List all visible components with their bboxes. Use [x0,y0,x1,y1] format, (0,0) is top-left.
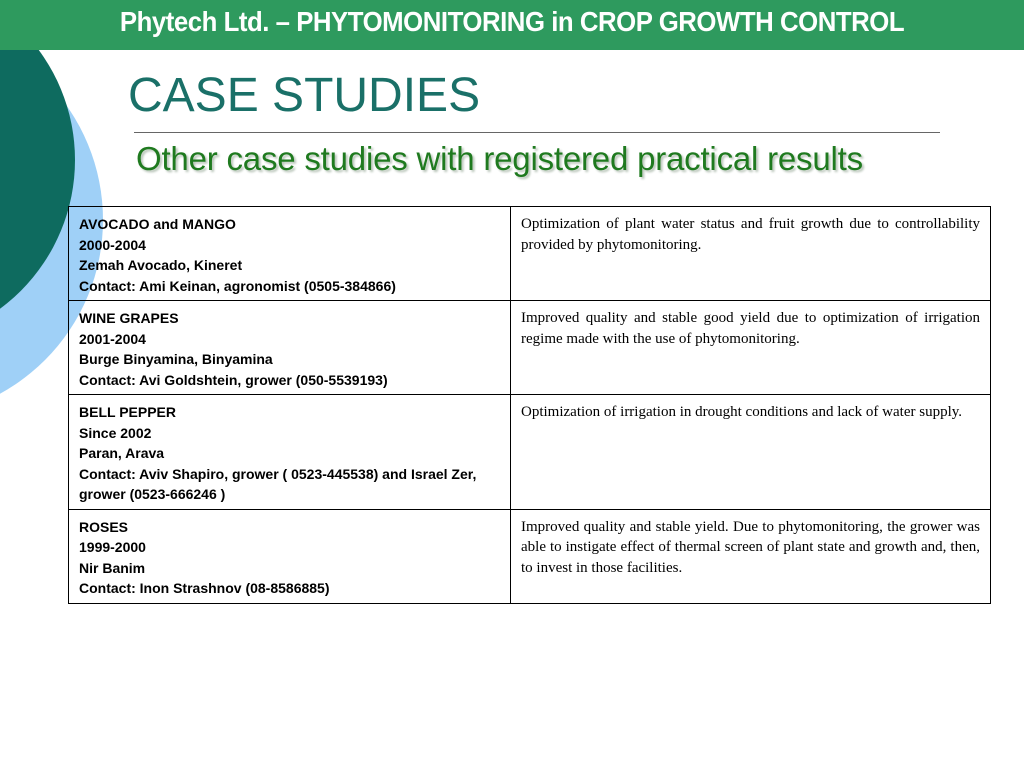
contact-info: Contact: Avi Goldshtein, grower (050-5539193) [79,371,388,388]
table-row [69,509,991,603]
header-banner-title: Phytech Ltd. – PHYTOMONITORING in CROP GROWTH CONTROL [119,6,905,37]
case-details-cell [69,395,511,510]
contact-info: Contact: Ami Keinan, agronomist (0505-384866) [79,277,396,294]
case-details-cell [69,509,511,603]
study-period: Since 2002 [79,424,152,441]
case-details-cell [69,207,511,301]
contact-info: Contact: Inon Strashnov (08-8586885) [79,580,330,596]
study-site: Zemah Avocado, Kineret [79,257,243,273]
case-details-cell [69,301,511,395]
table-row [69,301,991,395]
study-period: 2000-2004 [79,236,146,253]
study-period: 1999-2000 [79,539,146,555]
table-row [69,395,991,510]
title-divider [134,132,940,133]
crop-name: BELL PEPPER [79,404,176,420]
case-result-cell: Improved quality and stable good yield due to optimization of irrigation regime made with the use of phytomonitoring. [511,301,991,395]
case-result-cell: Optimization of plant water status and fruit growth due to controllability provided by phytomonitoring. [511,207,991,301]
crop-name: AVOCADO and MANGO [79,216,236,232]
crop-name: ROSES [79,518,129,535]
case-result-cell: Optimization of irrigation in drought conditions and lack of water supply. [511,395,991,510]
study-site: Paran, Arava [79,445,165,461]
case-result-cell: Improved quality and stable yield. Due to phytomonitoring, the grower was able to instigate effect of thermal screen of plant state and growth and, then, to invest in those facilities. [511,509,991,603]
crop-name: WINE GRAPES [79,310,179,326]
case-studies-table [68,206,991,604]
study-site: Burge Binyamina, Binyamina [79,351,273,367]
study-site: Nir Banim [79,559,146,576]
slide-subtitle: Other case studies with registered practical results [136,140,863,177]
header-banner [0,0,1024,50]
table-row [69,207,991,301]
contact-info: Contact: Aviv Shapiro, grower ( 0523-445538) and Israel Zer, grower (0523-666246 ) [79,465,477,502]
study-period: 2001-2004 [79,330,146,347]
slide-title: CASE STUDIES [128,69,481,122]
